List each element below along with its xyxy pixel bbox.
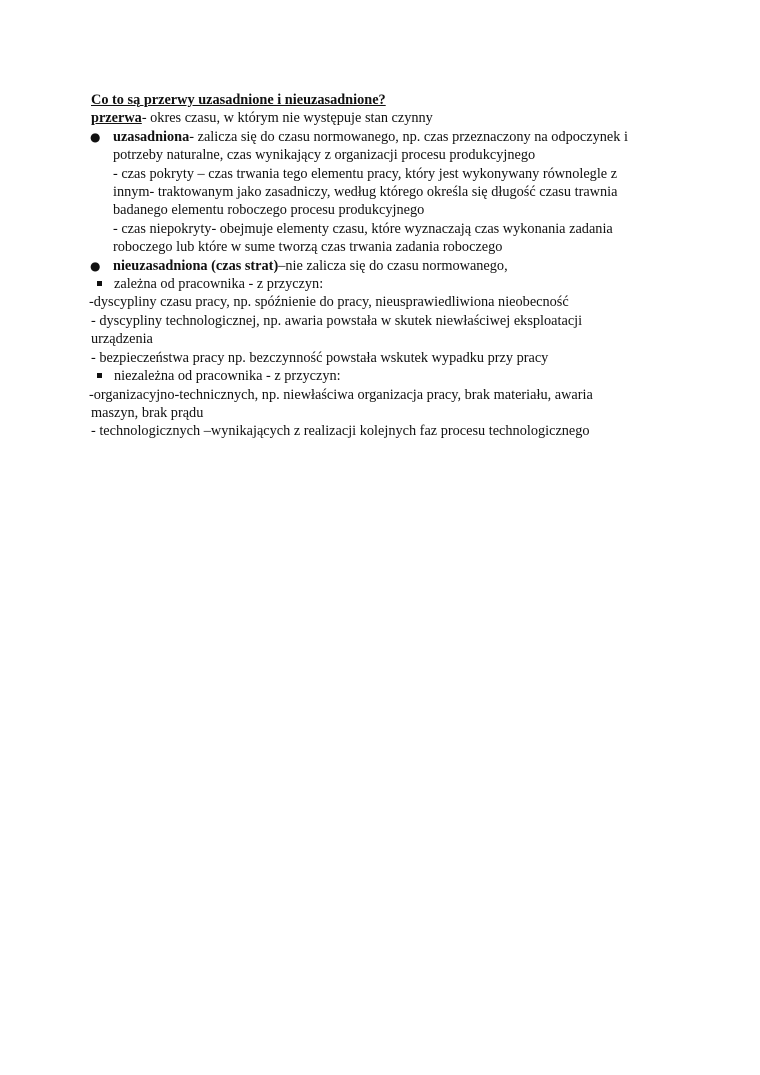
uncovered-time-line2: roboczego lub które w sume tworzą czas trwania zadania roboczego — [113, 239, 503, 256]
dependent-item2a: - dyscypliny technologicznej, np. awaria powstała w skutek niewłaściwej eksploatacji — [91, 312, 583, 329]
definition-text: - okres czasu, w którym nie występuje stan czynny — [141, 110, 433, 127]
justified-line1: - zalicza się do czasu normowanego, np. czas przeznaczony na odpoczynek i — [189, 128, 628, 145]
covered-time-line1: - czas pokryty – czas trwania tego elementu pracy, który jest wykonywany równolegle z — [113, 165, 618, 182]
independent-item1a: -organizacyjno-technicznych, np. niewłaściwa organizacja pracy, brak materiału, awaria — [89, 386, 593, 403]
covered-time-line2: innym- traktowanym jako zasadniczy, według którego określa się długość czasu trawnia — [113, 184, 618, 201]
definition-line — [91, 109, 681, 127]
unjustified-term: nieuzasadniona (czas strat) — [113, 257, 279, 274]
sublist-item-independent — [91, 367, 681, 385]
bullet-icon: ● — [90, 258, 101, 273]
dependent-item1: -dyscypliny czasu pracy, np. spóźnienie do pracy, nieusprawiedliwiona nieobecność — [89, 294, 569, 311]
bullet-icon: ● — [90, 129, 101, 144]
document-page — [91, 91, 681, 441]
square-bullet-icon — [97, 281, 102, 286]
list-item-unjustified — [91, 257, 681, 275]
uncovered-time-line1: - czas niepokryty- obejmuje elementy czasu, które wyznaczają czas wykonania zadania — [113, 220, 613, 237]
justified-line2: potrzeby naturalne, czas wynikający z organizacji procesu produkcyjnego — [113, 147, 536, 164]
dependent-item2b: urządzenia — [91, 331, 153, 348]
independent-label: niezależna od pracownika - z przyczyn: — [114, 368, 341, 385]
dependent-item3: - bezpieczeństwa pracy np. bezczynność powstała wskutek wypadku przy pracy — [91, 349, 549, 366]
definition-term: przerwa — [91, 110, 142, 127]
independent-item2: - technologicznych –wynikających z realizacji kolejnych faz procesu technologicznego — [91, 423, 590, 440]
list-item-justified — [91, 128, 681, 257]
independent-item1b: maszyn, brak prądu — [91, 404, 204, 421]
justified-term: uzasadniona — [113, 128, 190, 145]
unjustified-text: –nie zalicza się do czasu normowanego, — [278, 257, 508, 274]
square-bullet-icon — [97, 373, 102, 378]
covered-time-line3: badanego elementu roboczego procesu produkcyjnego — [113, 202, 425, 219]
sublist-item-dependent — [91, 275, 681, 293]
dependent-label: zależna od pracownika - z przyczyn: — [114, 276, 324, 293]
page-title: Co to są przerwy uzasadnione i nieuzasadnione? — [91, 92, 386, 108]
